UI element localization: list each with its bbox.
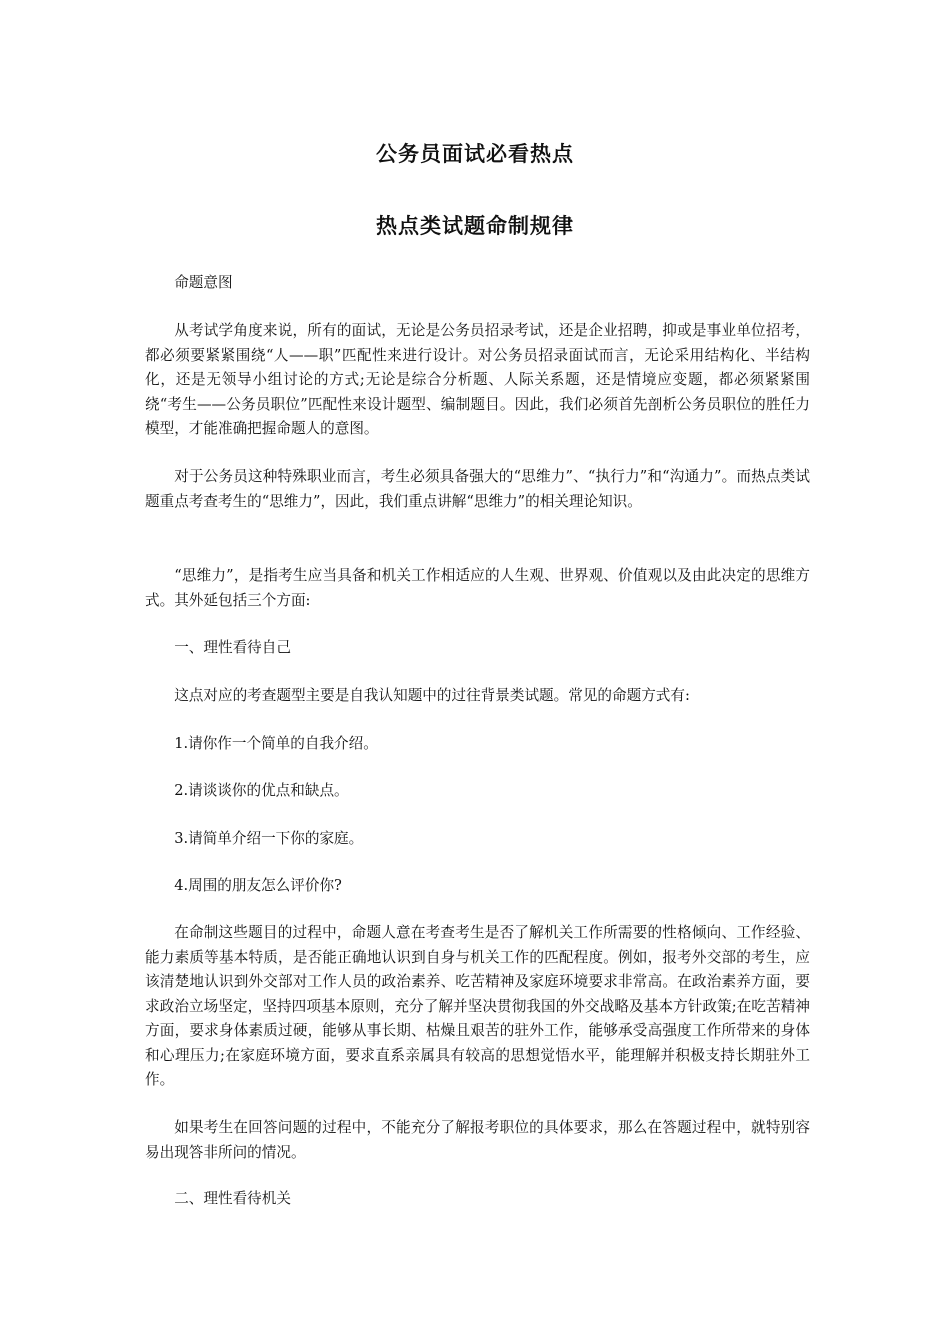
paragraph-definition: “思维力”，是指考生应当具备和机关工作相适应的人生观、世界观、价值观以及由此决定的思维方式。其外延包括三个方面: xyxy=(145,567,810,609)
list-item: 3.请简单介绍一下你的家庭。 xyxy=(174,830,364,847)
list-item: 4.周围的朋友怎么评价你? xyxy=(174,877,342,894)
list-item: 2.请谈谈你的优点和缺点。 xyxy=(174,782,349,799)
paragraph-example: 在命制这些题目的过程中，命题人意在考查考生是否了解机关工作所需要的性格倾向、工作经验、能力素质等基本特质，是否能正确地认识到自身与机关工作的匹配程度。例如，报考外交部的考生，应该清楚地认识到外交部对工作人员的政治素养、吃苦精神及家庭环境要求非常高。在政治素养方面，要求政治立场坚定，坚持四项基本原则，充分了解并坚决贯彻我国的外交战略及基本方针政策;在吃苦精神方面，要求身体素质过硬，能够从事长期、枯燥且艰苦的驻外工作，能够承受高强度工作所带来的身体和心理压力;在家庭环境方面，要求直系亲属具有较高的思想觉悟水平，能理解并积极支持长期驻外工作。 xyxy=(145,924,810,1088)
paragraph-question-types: 这点对应的考查题型主要是自我认知题中的过往背景类试题。常见的命题方式有: xyxy=(174,687,690,704)
section-heading-2: 二、理性看待机关 xyxy=(174,1190,291,1207)
paragraph-thinking-ability: 对于公务员这种特殊职业而言，考生必须具备强大的“思维力”、“执行力”和“沟通力”。而热点类试题重点考查考生的“思维力”，因此，我们重点讲解“思维力”的相关理论知识。 xyxy=(145,468,810,510)
paragraph-intro: 从考试学角度来说，所有的面试，无论是公务员招录考试，还是企业招聘，抑或是事业单位招考，都必须要紧紧围绕“人——职”匹配性来进行设计。对公务员招录面试而言，无论采用结构化、半结构化，还是无领导小组讨论的方式;无论是综合分析题、人际关系题，还是情境应变题，都必须紧紧围绕“考生——公务员职位”匹配性来设计题型、编制题目。因此，我们必须首先剖析公务员职位的胜任力模型，才能准确把握命题人的意图。 xyxy=(145,322,810,437)
list-item: 1.请你作一个简单的自我介绍。 xyxy=(174,735,378,752)
document-subtitle: 热点类试题命制规律 xyxy=(376,214,574,238)
paragraph-intent-heading: 命题意图 xyxy=(174,274,233,291)
document-title: 公务员面试必看热点 xyxy=(376,142,574,166)
section-heading-1: 一、理性看待自己 xyxy=(174,639,291,656)
paragraph-conclusion: 如果考生在回答问题的过程中，不能充分了解报考职位的具体要求，那么在答题过程中，就特别容易出现答非所问的情况。 xyxy=(145,1119,810,1161)
